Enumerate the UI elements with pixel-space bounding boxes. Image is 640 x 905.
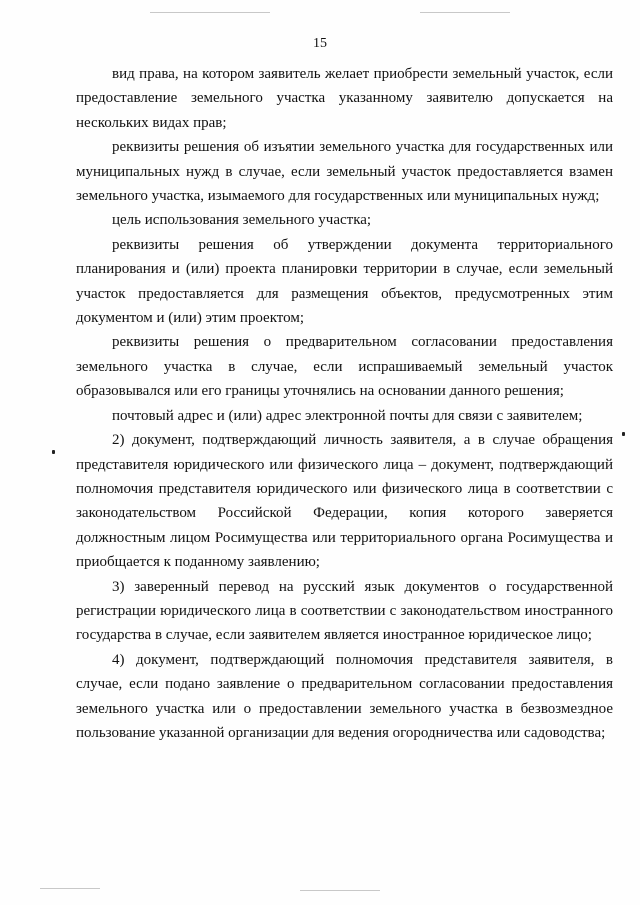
scan-speck	[52, 450, 55, 454]
page-number: 15	[313, 36, 327, 51]
paragraph: 4) документ, подтверждающий полномочия представителя заявителя, в случае, если подано заявление о предварительном согласовании предоставления земельного участка или о предоставлении земельного участка в безвозмездное пользование указанной организации для ведения огородничества или садоводства;	[76, 651, 613, 741]
paragraph: реквизиты решения об утверждении документа территориального планирования и (или) проекта планировки территории в случае, если земельный участок предоставляется для размещения объектов, предусмотренных этим документом и (или) этим проектом;	[76, 236, 613, 327]
scan-artifact-line	[300, 890, 380, 891]
document-body	[76, 62, 613, 745]
paragraph: цель использования земельного участка;	[112, 212, 372, 229]
paragraph: 2) документ, подтверждающий личность заявителя, а в случае обращения представителя юридического или физического лица – документ, подтверждающий полномочия представителя юридического или физического лица в соответствии с законодательством Российской Федерации, копия которого заверяется должностным лицом Росимущества или территориального органа Росимущества и приобщается к поданному заявлению;	[76, 432, 613, 571]
scan-artifact-line	[420, 12, 510, 13]
paragraph: вид права, на котором заявитель желает приобрести земельный участок, если предоставление земельного участка указанному заявителю допускается на нескольких видах прав;	[76, 66, 613, 131]
scan-artifact-line	[40, 888, 100, 889]
scan-artifact-line	[150, 12, 270, 13]
paragraph: 3) заверенный перевод на русский язык документов о государственной регистрации юридического лица в соответствии с законодательством иностранного государства в случае, если заявителем является иностранное юридическое лицо;	[76, 578, 613, 644]
paragraph: реквизиты решения о предварительном согласовании предоставления земельного участка в случае, если испрашиваемый земельный участок образовывался или его границы уточнялись на основании данного решения;	[76, 334, 613, 400]
paragraph: почтовый адрес и (или) адрес электронной почты для связи с заявителем;	[112, 407, 583, 424]
paragraph: реквизиты решения об изъятии земельного участка для государственных или муниципальных нужд в случае, если земельный участок предоставляется взамен земельного участка, изымаемого для государственных или муниципальных нужд;	[76, 139, 613, 205]
scan-speck	[622, 432, 625, 436]
